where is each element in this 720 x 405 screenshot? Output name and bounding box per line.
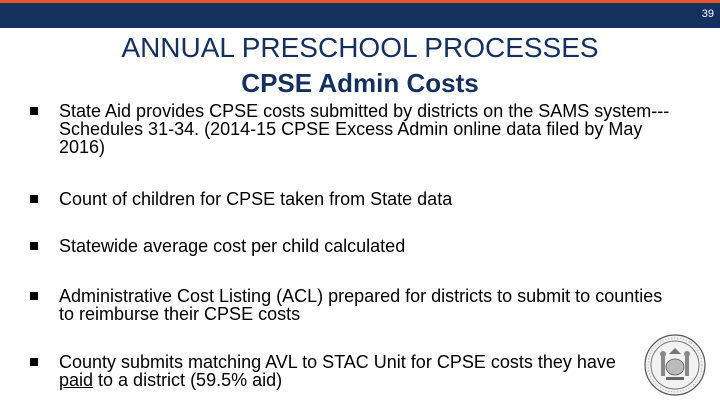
bullet-text-part: to a district (59.5% aid) [93,370,283,390]
bullet-square-icon [30,292,38,300]
slide-number: 39 [701,8,714,20]
bullet-square-icon [30,242,38,250]
slide-title: ANNUAL PRESCHOOL PROCESSES [121,32,599,63]
header-bar [0,0,720,28]
bullet-square-icon [30,107,38,115]
bullet-text: Administrative Cost Listing (ACL) prepared for districts to submit to counties to reimburse their CPSE costs [59,286,663,324]
state-seal-icon [644,334,706,396]
header-accent-line [0,0,720,3]
bullet-text: State Aid provides CPSE costs submitted by districts on the SAMS system---Schedules 31-34. (2014-15 CPSE Excess Admin online data filed by May 2016) [59,101,670,157]
bullet-item [30,237,690,255]
bullet-item [30,102,690,156]
bullet-square-icon [30,195,38,203]
underlined-word: paid [59,370,94,390]
slide-subtitle: CPSE Admin Costs [241,68,479,98]
bullet-text: Count of children for CPSE taken from State data [59,189,453,209]
bullet-text-part: County submits matching AVL to STAC Unit for CPSE costs they have [59,352,616,372]
bullet-item [30,353,690,389]
bullet-text: Statewide average cost per child calculated [59,236,406,256]
bullet-item [30,190,690,208]
bullet-square-icon [30,358,38,366]
bullet-item [30,287,690,323]
bullet-text [59,353,639,389]
